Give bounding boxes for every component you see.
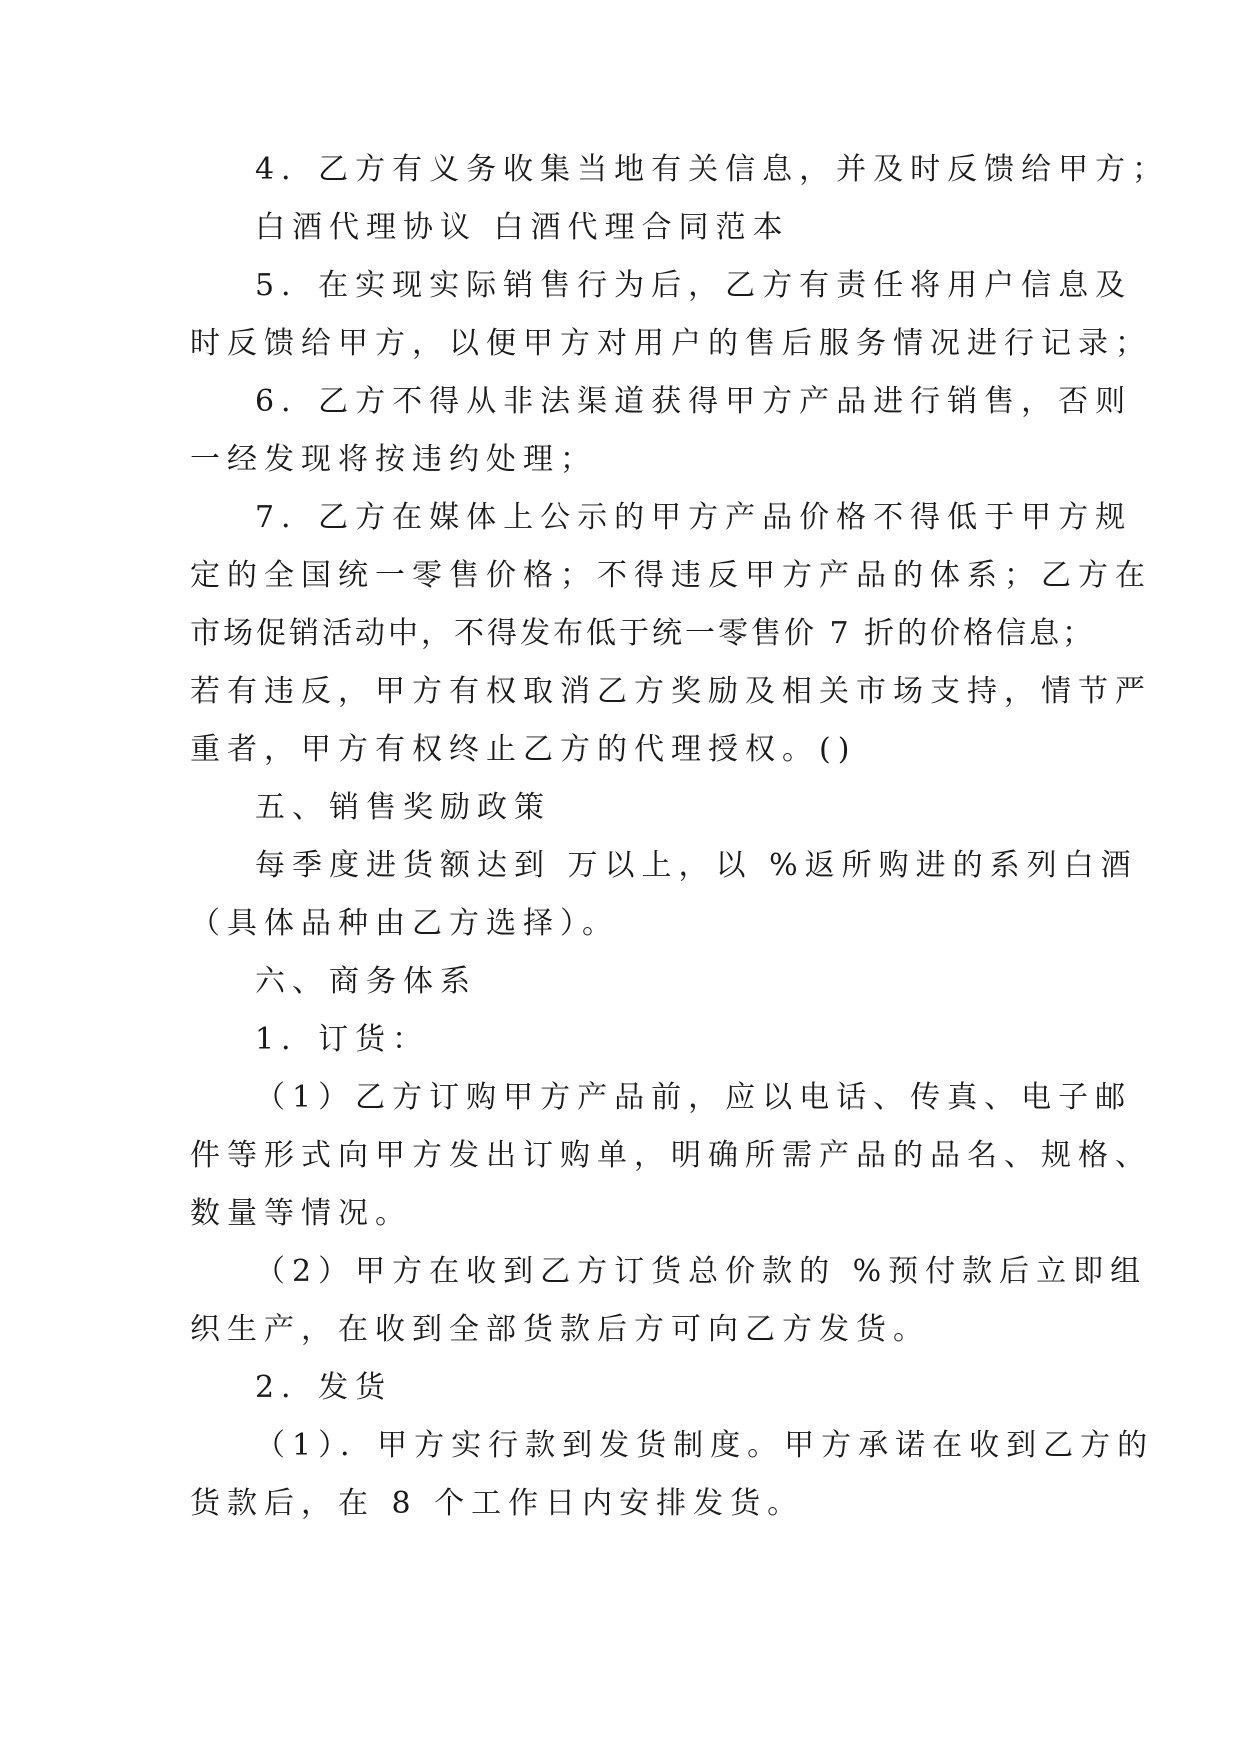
paragraph-line: 4．乙方有义务收集当地有关信息，并及时反馈给甲方； — [255, 152, 1170, 187]
paragraph-line: 5．在实现实际销售行为后，乙方有责任将用户信息及 — [255, 268, 1133, 303]
paragraph-line: 重者，甲方有权终止乙方的代理授权。() — [190, 732, 857, 767]
paragraph-line: （1）乙方订购甲方产品前，应以电话、传真、电子邮 — [255, 1080, 1133, 1115]
subsection-heading: 1．订货： — [255, 1022, 430, 1057]
section-heading: 五、销售奖励政策 — [255, 790, 551, 825]
paragraph-line: 货款后，在 8 个工作日内安排发货。 — [190, 1486, 805, 1521]
subsection-heading: 2．发货 — [255, 1370, 393, 1405]
paragraph-line: 件等形式向甲方发出订购单，明确所需产品的品名、规格、 — [190, 1138, 1152, 1173]
section-heading: 六、商务体系 — [255, 964, 477, 999]
paragraph-line: （具体品种由乙方选择）。 — [190, 906, 619, 941]
paragraph-line: 数量等情况。 — [190, 1196, 412, 1231]
paragraph-line: （1）．甲方实行款到发货制度。甲方承诺在收到乙方的 — [255, 1428, 1155, 1463]
paragraph-line: 白酒代理协议 白酒代理合同范本 — [255, 210, 790, 245]
paragraph-line: 若有违反，甲方有权取消乙方奖励及相关市场支持，情节严 — [190, 674, 1152, 709]
paragraph-line: 时反馈给甲方，以便甲方对用户的售后服务情况进行记录； — [190, 326, 1152, 361]
paragraph-line: 织生产，在收到全部货款后方可向乙方发货。 — [190, 1312, 930, 1347]
paragraph-line: 市场促销活动中，不得发布低于统一零售价 7 折的价格信息； — [190, 616, 1096, 651]
paragraph-line: 6．乙方不得从非法渠道获得甲方产品进行销售，否则 — [255, 384, 1133, 419]
paragraph-line: 一经发现将按违约处理； — [190, 442, 597, 477]
paragraph-line: 定的全国统一零售价格；不得违反甲方产品的体系；乙方在 — [190, 558, 1152, 593]
paragraph-line: （2）甲方在收到乙方订货总价款的 %预付款后立即组 — [255, 1254, 1148, 1289]
paragraph-line: 7．乙方在媒体上公示的甲方产品价格不得低于甲方规 — [255, 500, 1133, 535]
paragraph-line: 每季度进货额达到 万以上，以 %返所购进的系列白酒 — [255, 848, 1138, 883]
